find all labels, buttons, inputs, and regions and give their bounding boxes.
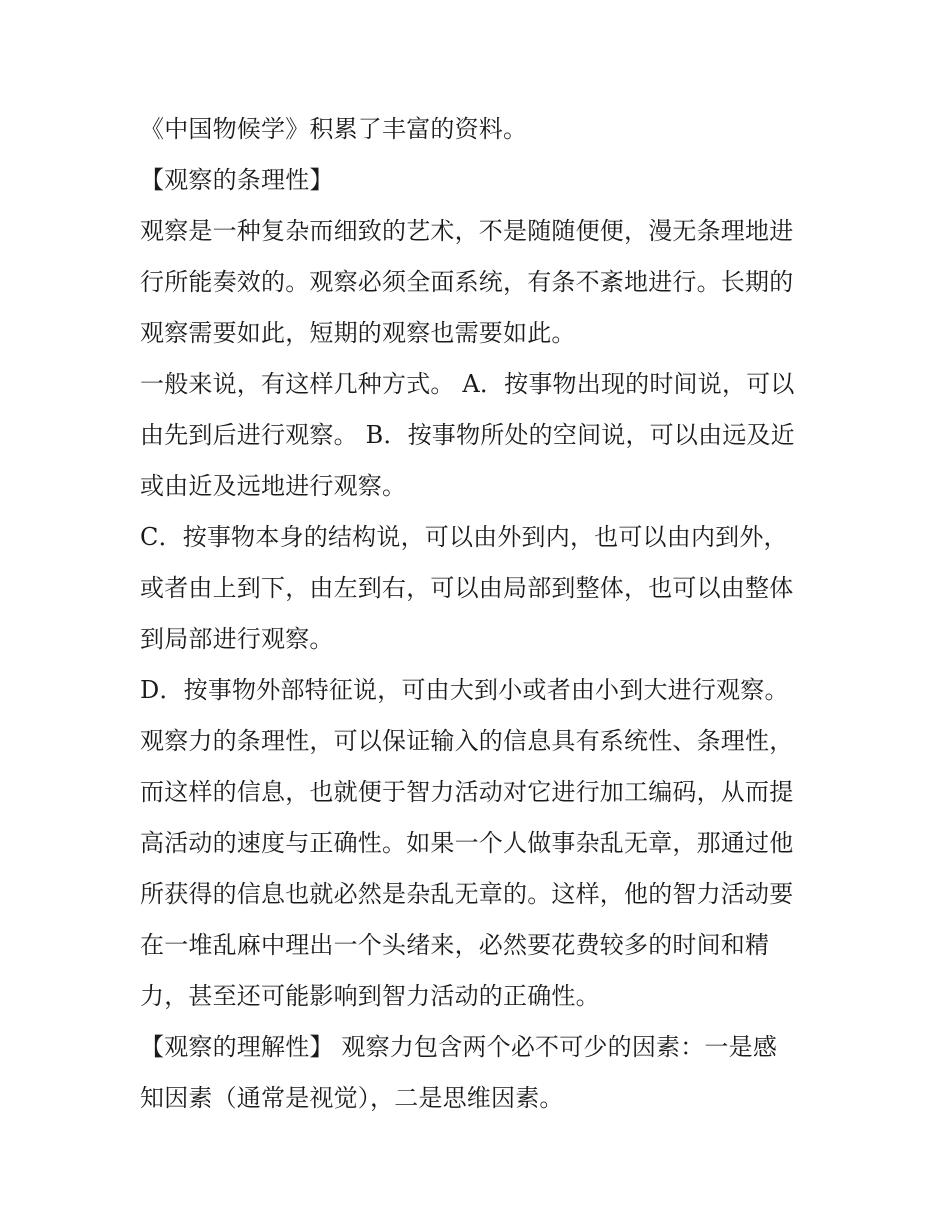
text-line: D．按事物外部特征说，可由大到小或者由小到大进行观察。 bbox=[140, 676, 789, 704]
paragraph-method-d bbox=[140, 665, 820, 716]
text-line: 到局部进行观察。 bbox=[140, 625, 334, 653]
text-line: 在一堆乱麻中理出一个头绪来，必然要花费较多的时间和精 bbox=[140, 931, 770, 959]
paragraph-orderliness-benefit bbox=[140, 716, 820, 1022]
text-line: 观察需要如此，短期的观察也需要如此。 bbox=[140, 319, 576, 347]
text-line: 《中国物候学》积累了丰富的资料。 bbox=[140, 115, 528, 143]
text-line: 高活动的速度与正确性。如果一个人做事杂乱无章，那通过他 bbox=[140, 829, 794, 857]
text-line: 力，甚至还可能影响到智力活动的正确性。 bbox=[140, 982, 600, 1010]
text-line: C．按事物本身的结构说，可以由外到内，也可以由内到外， bbox=[140, 523, 788, 551]
document-body bbox=[140, 104, 820, 1124]
text-line: 一般来说，有这样几种方式。 A．按事物出现的时间说，可以 bbox=[140, 370, 795, 398]
heading-text: 【观察的条理性】 bbox=[140, 166, 334, 194]
text-line: 行所能奏效的。观察必须全面系统，有条不紊地进行。长期的 bbox=[140, 268, 794, 296]
text-line: 知因素（通常是视觉），二是思维因素。 bbox=[140, 1084, 564, 1112]
section-heading-orderliness bbox=[140, 155, 820, 206]
text-line: 或者由上到下，由左到右，可以由局部到整体，也可以由整体 bbox=[140, 574, 794, 602]
text-line: 【观察的理解性】 观察力包含两个必不可少的因素：一是感 bbox=[140, 1033, 778, 1061]
paragraph-observation-art bbox=[140, 206, 820, 359]
text-line: 而这样的信息，也就便于智力活动对它进行加工编码，从而提 bbox=[140, 778, 794, 806]
text-line: 观察是一种复杂而细致的艺术，不是随随便便，漫无条理地进 bbox=[140, 217, 794, 245]
text-line: 或由近及远地进行观察。 bbox=[140, 472, 407, 500]
paragraph-intro bbox=[140, 104, 820, 155]
paragraph-method-c bbox=[140, 512, 820, 665]
paragraph-comprehension bbox=[140, 1022, 820, 1124]
text-line: 观察力的条理性，可以保证输入的信息具有系统性、条理性， bbox=[140, 727, 794, 755]
text-line: 由先到后进行观察。 B．按事物所处的空间说，可以由远及近 bbox=[140, 421, 795, 449]
text-line: 所获得的信息也就必然是杂乱无章的。这样，他的智力活动要 bbox=[140, 880, 794, 908]
paragraph-methods-ab bbox=[140, 359, 820, 512]
